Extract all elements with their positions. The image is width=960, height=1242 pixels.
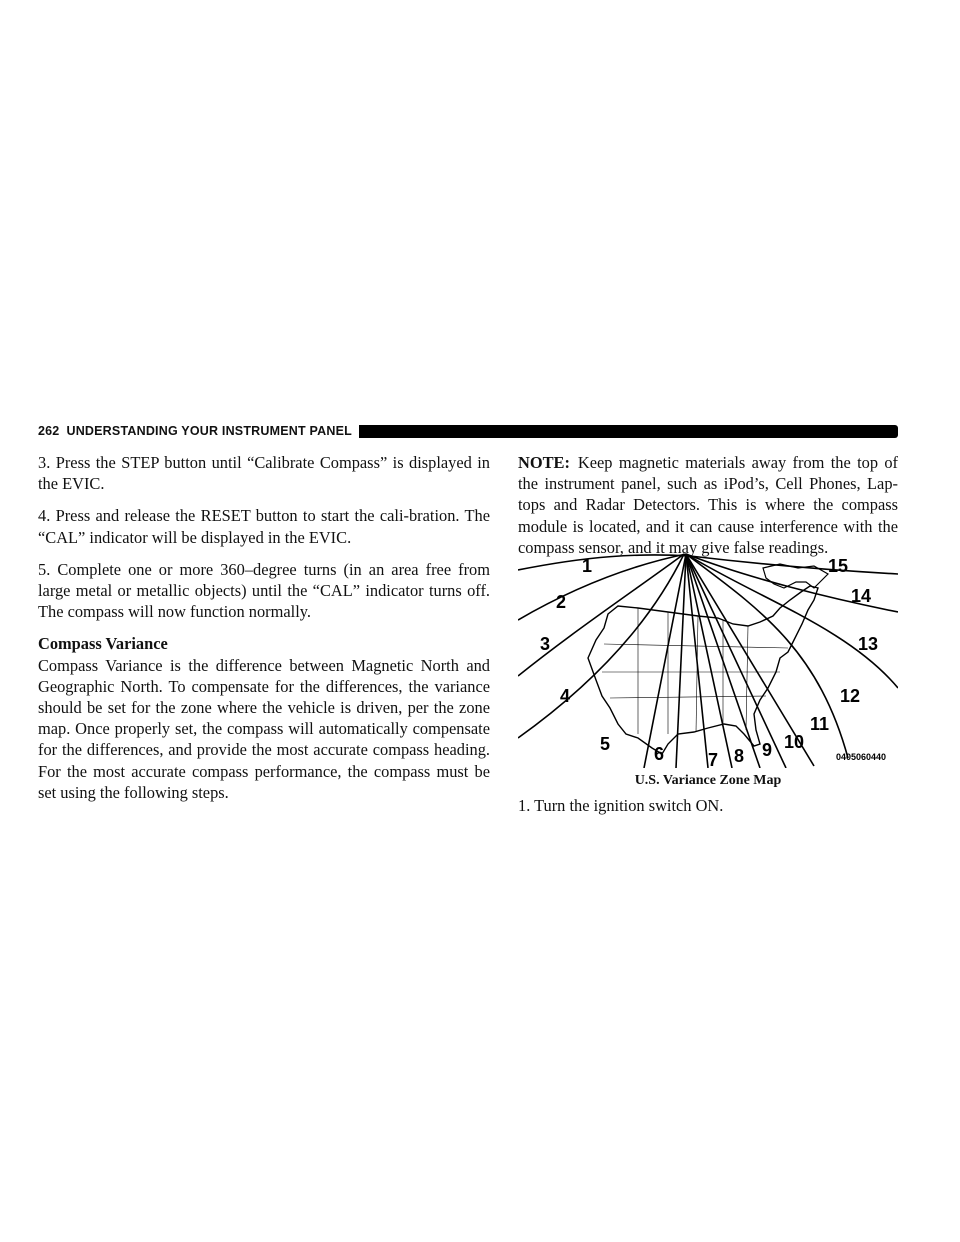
zone-boundaries <box>518 554 898 768</box>
canada-coast <box>763 564 828 588</box>
zone-4-label: 4 <box>560 686 571 706</box>
us-outline <box>588 586 818 754</box>
state-lines <box>602 608 788 734</box>
page-header <box>38 421 898 441</box>
zone-9-label: 9 <box>762 740 773 760</box>
note-text: Keep magnetic materials away from the top of the instrument panel, such as iPod’s, Cell Phones, Lap-tops and Radar Detectors. This is where the compass module is located, and it can cause interference with the compass sensor, and it may give false readings. <box>518 453 898 557</box>
zone-13-label: 13 <box>858 634 879 654</box>
zone-1-label: 1 <box>582 556 593 576</box>
zone-11-label: 11 <box>810 714 830 734</box>
note-paragraph <box>518 452 898 558</box>
zone-3-label: 3 <box>540 634 551 654</box>
image-code: 0405060440 <box>836 752 887 762</box>
zone-6-label: 6 <box>654 744 665 764</box>
note-label: NOTE: <box>518 453 570 472</box>
zone-10-label: 10 <box>784 732 805 752</box>
zone-5-label: 5 <box>600 734 611 754</box>
zone-12-label: 12 <box>840 686 861 706</box>
page-number: 262 <box>38 424 60 438</box>
left-column <box>38 452 490 814</box>
zone-7-label: 7 <box>708 750 719 768</box>
variance-zone-map-svg <box>518 548 898 768</box>
step-3: 3. Press the STEP button until “Calibrate Compass” is displayed in the EVIC. <box>38 453 490 494</box>
zone-15-label: 15 <box>828 556 849 576</box>
step-5: 5. Complete one or more 360–degree turns (in an area free from large metal or metallic objects) until the “CAL” indicator turns off. The compass will now function normally. <box>38 559 490 622</box>
step-1: 1. Turn the ignition switch ON. <box>518 796 724 815</box>
zone-8-label: 8 <box>734 746 745 766</box>
zone-14-label: 14 <box>851 586 872 606</box>
variance-zone-map <box>518 548 898 768</box>
compass-variance-heading: Compass Variance <box>38 634 168 654</box>
zone-labels <box>540 556 886 768</box>
header-rule <box>359 425 898 438</box>
section-title: UNDERSTANDING YOUR INSTRUMENT PANEL <box>66 424 352 438</box>
step-4: 4. Press and release the RESET button to start the cali-bration. The “CAL” indicator will be displayed in the EVIC. <box>38 506 490 547</box>
zone-2-label: 2 <box>556 592 567 612</box>
figure-caption: U.S. Variance Zone Map <box>634 773 782 788</box>
compass-variance-text: Compass Variance is the difference between Magnetic North and Geographic North. To compensate for the differences, the variance should be set for the zone where the vehicle is driven, per the zone map. Once properly set, the compass will automatically compensate for the differences, and provide the most accurate compass heading. For the most accurate compass performance, the compass must be set using the following steps. <box>38 655 490 802</box>
